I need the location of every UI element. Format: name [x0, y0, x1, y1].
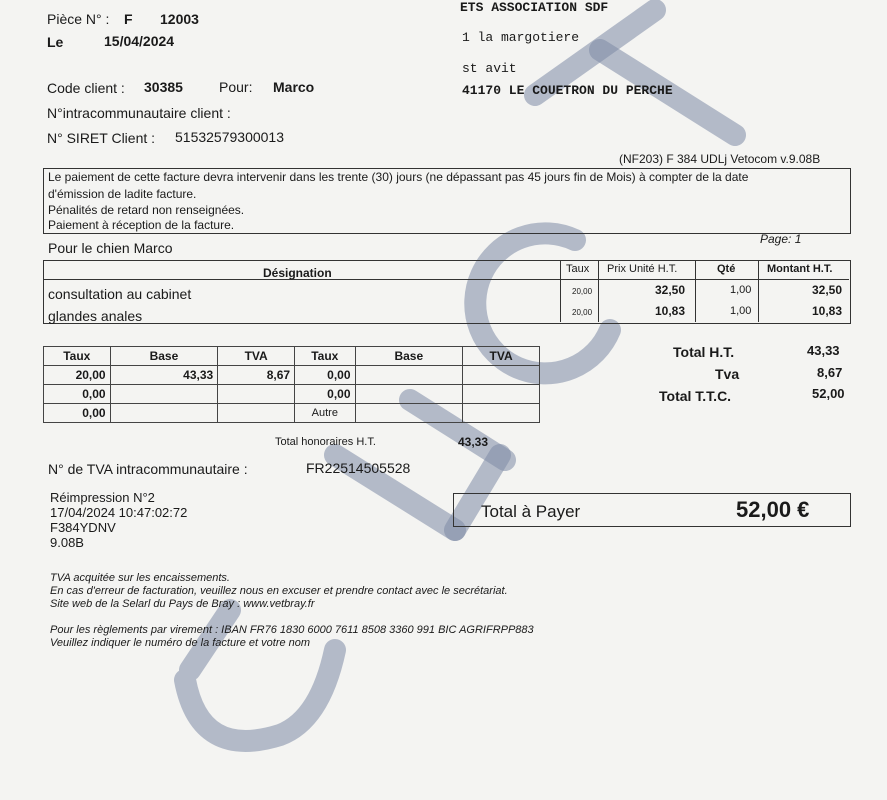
total-to-pay-value: 52,00 € — [736, 497, 810, 522]
col-divider-4 — [758, 260, 759, 322]
notice-line-3: Pénalités de retard non renseignées. — [48, 203, 245, 217]
vat-cell — [355, 366, 463, 385]
notice-line-2: d'émission de ladite facture. — [48, 187, 197, 201]
footer-bank-details: Pour les règlements par virement : IBAN FR76 1830 6000 7611 8508 3360 991 BIC AGRIFRPP883 — [50, 624, 534, 636]
client-code-label: Code client : — [47, 80, 125, 96]
vat-row — [44, 404, 540, 423]
col-divider-2 — [598, 260, 599, 322]
reprint-timestamp: 17/04/2024 10:47:02:72 — [50, 505, 188, 520]
vat-table-header — [44, 347, 540, 366]
item-designation: glandes anales — [48, 308, 143, 324]
software-reference: (NF203) F 384 UDLj Vetocom v.9.08B — [619, 152, 821, 166]
piece-number: 12003 — [160, 11, 199, 27]
vat-cell: 0,00 — [44, 385, 111, 404]
tva-value: 8,67 — [817, 365, 843, 380]
recipient-locality: st avit — [462, 61, 517, 76]
honoraires-label: Total honoraires H.T. — [275, 436, 376, 448]
vat-cell: 20,00 — [44, 366, 111, 385]
vat-cell: 43,33 — [110, 366, 218, 385]
piece-label: Pièce N° : — [47, 11, 110, 27]
footer-vat-note: TVA acquitée sur les encaissements. — [50, 572, 230, 584]
honoraires-value: 43,33 — [458, 435, 489, 449]
recipient-postcode-city: 41170 LE COUETRON DU PERCHE — [462, 83, 673, 98]
col-divider-1 — [560, 260, 561, 322]
total-to-pay-label: Total à Payer — [481, 502, 581, 521]
intracom-client-label: N°intracommunautaire client : — [47, 105, 231, 121]
page-number: Page: 1 — [760, 232, 802, 246]
vat-cell: 8,67 — [218, 366, 295, 385]
vat-row — [44, 385, 540, 404]
item-montant: 10,83 — [812, 304, 843, 318]
vat-number-label: N° de TVA intracommunautaire : — [48, 461, 248, 477]
total-ttc-value: 52,00 — [812, 386, 845, 401]
vat-breakdown-table — [43, 346, 540, 423]
notice-line-1: Le paiement de cette facture devra intervenir dans les trente (30) jours (ne dépassant pas 45 jours fin de Mois) à compter de la date — [48, 170, 749, 184]
header-taux: Taux — [566, 263, 590, 275]
date-label: Le — [47, 34, 64, 50]
vat-cell: 0,00 — [295, 366, 355, 385]
item-prix: 10,83 — [655, 304, 686, 318]
vat-cell — [463, 404, 540, 423]
item-qte: 1,00 — [730, 284, 752, 296]
vat-cell — [218, 385, 295, 404]
vat-number-value: FR22514505528 — [306, 460, 411, 476]
footer-error-note: En cas d'erreur de facturation, veuillez nous en excuser et prendre contact avec le secrétariat. — [50, 585, 508, 597]
total-ht-label: Total H.T. — [673, 344, 735, 360]
reprint-code: F384YDNV — [50, 520, 116, 535]
vat-cell: 0,00 — [44, 404, 111, 423]
invoice-date: 15/04/2024 — [104, 33, 175, 49]
tva-label: Tva — [715, 366, 740, 382]
vat-cell: Autre — [295, 404, 355, 423]
vat-cell — [110, 404, 218, 423]
client-code: 30385 — [144, 79, 183, 95]
vat-cell — [110, 385, 218, 404]
header-qte: Qté — [717, 263, 736, 275]
recipient-name: ETS ASSOCIATION SDF — [460, 0, 609, 15]
recipient-street: 1 la margotiere — [462, 30, 580, 45]
vat-col-tva: TVA — [218, 347, 295, 366]
vat-cell — [355, 404, 463, 423]
vat-col-taux: Taux — [295, 347, 355, 366]
item-taux: 20,00 — [572, 308, 593, 317]
total-ht-value: 43,33 — [807, 343, 840, 358]
vat-cell — [463, 366, 540, 385]
item-qte: 1,00 — [730, 305, 752, 317]
for-name: Marco — [273, 79, 315, 95]
item-taux: 20,00 — [572, 287, 593, 296]
header-montant: Montant H.T. — [767, 263, 833, 275]
item-montant: 32,50 — [812, 283, 843, 297]
reprint-line-1: Réimpression N°2 — [50, 490, 155, 505]
header-designation: Désignation — [263, 266, 332, 280]
footer-website: Site web de la Selarl du Pays de Bray : www.vetbray.fr — [50, 598, 315, 610]
col-divider-3 — [695, 260, 696, 322]
item-designation: consultation au cabinet — [48, 286, 192, 302]
vat-col-base: Base — [110, 347, 218, 366]
total-ttc-label: Total T.T.C. — [659, 388, 732, 404]
pet-line: Pour le chien Marco — [48, 240, 173, 256]
vat-col-base: Base — [355, 347, 463, 366]
piece-prefix: F — [124, 11, 133, 27]
vat-col-tva: TVA — [463, 347, 540, 366]
vat-cell — [463, 385, 540, 404]
siret-label: N° SIRET Client : — [47, 130, 156, 146]
siret-value: 51532579300013 — [175, 129, 285, 145]
vat-row — [44, 366, 540, 385]
footer-reference-note: Veuillez indiquer le numéro de la facture et votre nom — [50, 637, 311, 649]
vat-col-taux: Taux — [44, 347, 111, 366]
vat-cell — [218, 404, 295, 423]
notice-line-4: Paiement à réception de la facture. — [48, 218, 235, 232]
reprint-version: 9.08B — [50, 535, 84, 550]
for-label: Pour: — [219, 79, 253, 95]
header-prix: Prix Unité H.T. — [607, 263, 678, 275]
item-prix: 32,50 — [655, 283, 686, 297]
vat-cell — [355, 385, 463, 404]
vat-cell: 0,00 — [295, 385, 355, 404]
